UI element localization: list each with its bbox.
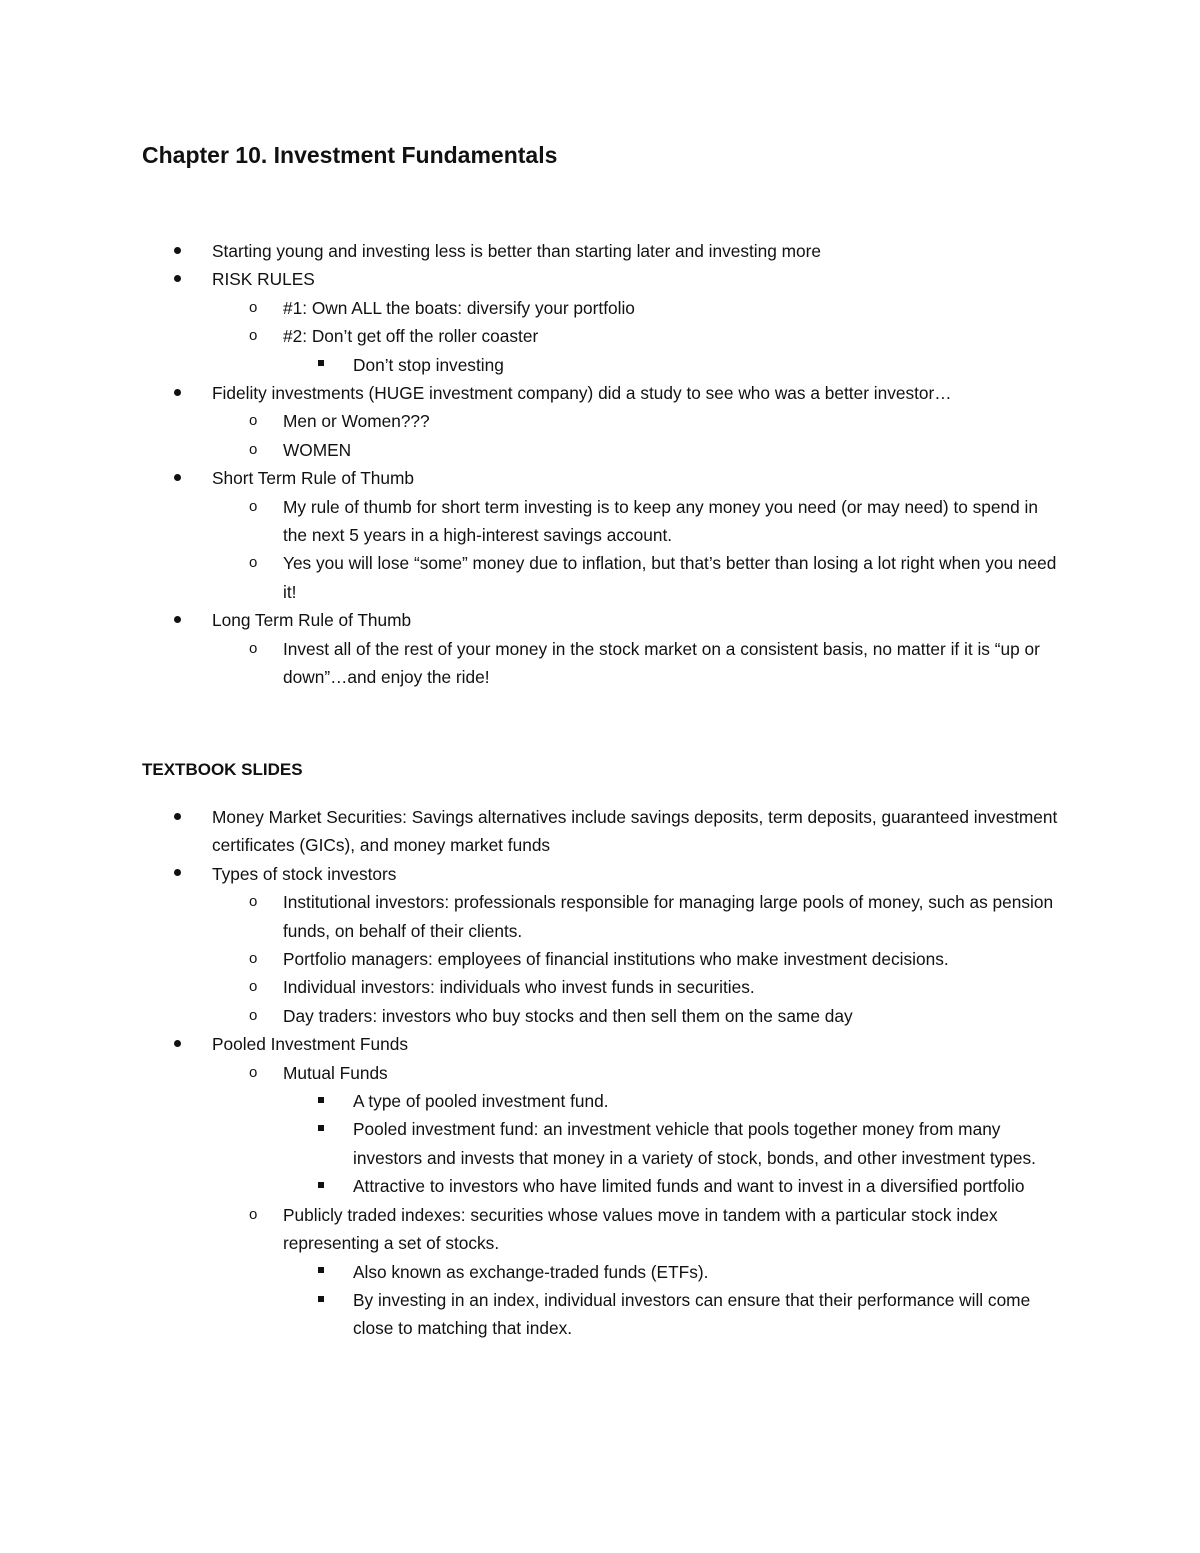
- notes-list: [0, 803, 1200, 1343]
- circle-bullet-icon: o: [249, 893, 258, 911]
- circle-bullet-icon: o: [249, 554, 258, 572]
- circle-bullet-icon: o: [249, 298, 258, 316]
- list-item: Long Term Rule of Thumb: [0, 606, 1200, 634]
- bullet-icon: [174, 237, 181, 265]
- circle-bullet-icon: o: [249, 639, 258, 657]
- square-bullet-icon: [318, 1115, 324, 1143]
- list-item: Pooled Investment Funds: [0, 1030, 1200, 1058]
- circle-bullet-icon: o: [249, 978, 258, 996]
- list-item: Money Market Securities: Savings alternatives include savings deposits, term deposits, guaranteed investment certificates (GICs), and money market funds: [0, 803, 1200, 860]
- list-subsubitem: Pooled investment fund: an investment vehicle that pools together money from many investors and invests that money in a variety of stock, bonds, and other investment types.: [0, 1115, 1200, 1172]
- page-title: Chapter 10. Investment Fundamentals: [142, 142, 558, 168]
- list-subitem: o #2: Don’t get off the roller coaster: [0, 322, 1200, 350]
- square-bullet-icon: [318, 1087, 324, 1115]
- list-item: Short Term Rule of Thumb: [0, 464, 1200, 492]
- circle-bullet-icon: o: [249, 497, 258, 515]
- square-bullet-icon: [318, 1286, 324, 1314]
- bullet-icon: [174, 803, 181, 831]
- bullet-icon: [174, 265, 181, 293]
- list-subitem: o Yes you will lose “some” money due to inflation, but that’s better than losing a lot right when you need it!: [0, 549, 1200, 606]
- circle-bullet-icon: o: [249, 440, 258, 458]
- list-subitem: o Mutual Funds: [0, 1059, 1200, 1087]
- list-item: Types of stock investors: [0, 860, 1200, 888]
- bullet-icon: [174, 1030, 181, 1058]
- list-subitem: o Invest all of the rest of your money in the stock market on a consistent basis, no matter if it is “up or down”…and enjoy the ride!: [0, 635, 1200, 692]
- list-subitem: o #1: Own ALL the boats: diversify your portfolio: [0, 294, 1200, 322]
- list-subitem: o Institutional investors: professionals responsible for managing large pools of money, such as pension funds, on behalf of their clients.: [0, 888, 1200, 945]
- circle-bullet-icon: o: [249, 1205, 258, 1223]
- bullet-icon: [174, 464, 181, 492]
- list-subitem: o My rule of thumb for short term investing is to keep any money you need (or may need) to spend in the next 5 years in a high-interest savings account.: [0, 493, 1200, 550]
- list-subitem: o WOMEN: [0, 436, 1200, 464]
- section-heading: TEXTBOOK SLIDES: [142, 760, 303, 779]
- list-subsubitem: Also known as exchange-traded funds (ETFs).: [0, 1258, 1200, 1286]
- list-subitem: o Men or Women???: [0, 407, 1200, 435]
- square-bullet-icon: [318, 1258, 324, 1286]
- list-item: RISK RULES: [0, 265, 1200, 293]
- circle-bullet-icon: o: [249, 1006, 258, 1024]
- circle-bullet-icon: o: [249, 412, 258, 430]
- list-subsubitem: A type of pooled investment fund.: [0, 1087, 1200, 1115]
- list-subsubitem: Attractive to investors who have limited funds and want to invest in a diversified portfolio: [0, 1172, 1200, 1200]
- list-item: Fidelity investments (HUGE investment company) did a study to see who was a better investor…: [0, 379, 1200, 407]
- circle-bullet-icon: o: [249, 1063, 258, 1081]
- list-subsubitem: Don’t stop investing: [0, 351, 1200, 379]
- bullet-icon: [174, 379, 181, 407]
- square-bullet-icon: [318, 351, 324, 379]
- bullet-icon: [174, 860, 181, 888]
- circle-bullet-icon: o: [249, 327, 258, 345]
- square-bullet-icon: [318, 1172, 324, 1200]
- list-subitem: o Individual investors: individuals who invest funds in securities.: [0, 973, 1200, 1001]
- list-subsubitem: By investing in an index, individual investors can ensure that their performance will come close to matching that index.: [0, 1286, 1200, 1343]
- list-subitem: o Portfolio managers: employees of financial institutions who make investment decisions.: [0, 945, 1200, 973]
- list-item: Starting young and investing less is better than starting later and investing more: [0, 237, 1200, 265]
- circle-bullet-icon: o: [249, 950, 258, 968]
- notes-list: [0, 237, 1200, 692]
- bullet-icon: [174, 606, 181, 634]
- list-subitem: o Publicly traded indexes: securities whose values move in tandem with a particular stock index representing a set of stocks.: [0, 1201, 1200, 1258]
- list-subitem: o Day traders: investors who buy stocks and then sell them on the same day: [0, 1002, 1200, 1030]
